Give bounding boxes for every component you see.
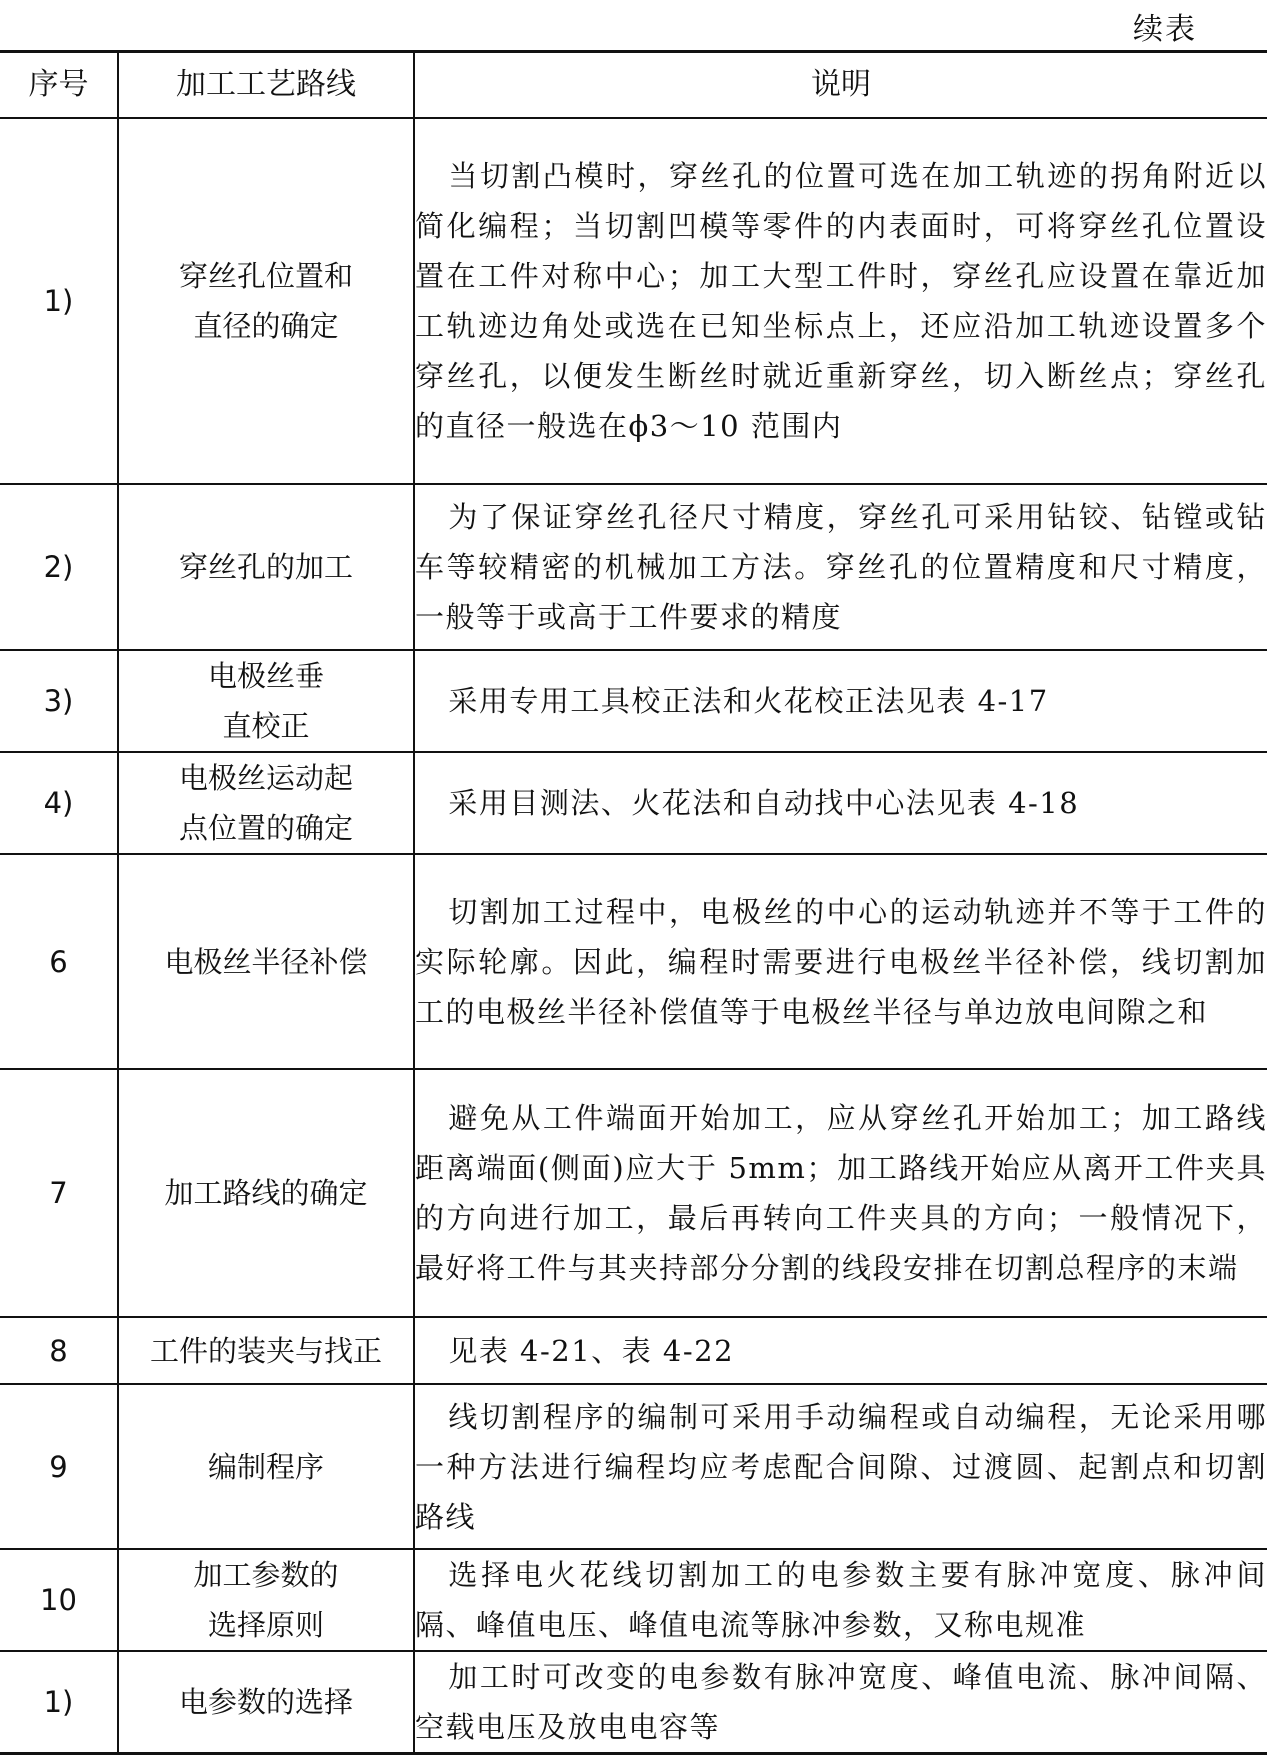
- row-route: 电极丝运动起 点位置的确定: [118, 752, 414, 854]
- column-header-description: 说明: [414, 52, 1267, 119]
- table-row: [0, 1069, 1267, 1317]
- row-description-text: 避免从工件端面开始加工，应从穿丝孔开始加工；加工路线距离端面(侧面)应大于 5mm；加工路线开始应从离开工件夹具的方向进行加工，最后再转向工件夹具的方向；一般情况下，最好将工件与其夹持部分分割的线段安排在切割总程序的末端: [415, 1101, 1267, 1285]
- table-row: [0, 1317, 1267, 1384]
- table-header-row: [0, 52, 1267, 119]
- row-description-text: 切割加工过程中，电极丝的中心的运动轨迹并不等于工件的实际轮廓。因此，编程时需要进行电极丝半径补偿，线切割加工的电极丝半径补偿值等于电极丝半径与单边放电间隙之和: [415, 894, 1267, 1029]
- table-row: [0, 650, 1267, 752]
- table-row: [0, 752, 1267, 854]
- table-row: [0, 1549, 1267, 1651]
- row-route: 加工路线的确定: [118, 1069, 414, 1317]
- row-description-text: 见表 4-21、表 4-22: [448, 1333, 735, 1368]
- table-row: [0, 484, 1267, 650]
- row-route: 穿丝孔位置和 直径的确定: [118, 118, 414, 484]
- row-description: [414, 1651, 1267, 1754]
- table-row: [0, 1384, 1267, 1549]
- row-description: [414, 650, 1267, 752]
- row-description-text: 当切割凸模时，穿丝孔的位置可选在加工轨迹的拐角附近以简化编程；当切割凹模等零件的内表面时，可将穿丝孔位置设置在工件对称中心；加工大型工件时，穿丝孔应设置在靠近加工轨迹边角处或选在已知坐标点上，还应沿加工轨迹设置多个穿丝孔，以便发生断丝时就近重新穿丝，切入断丝点；穿丝孔的直径一般选在ϕ3～10 范围内: [415, 159, 1267, 443]
- row-description-text: 线切割程序的编制可采用手动编程或自动编程，无论采用哪一种方法进行编程均应考虑配合间隙、过渡圆、起割点和切割路线: [415, 1399, 1267, 1534]
- row-description-text: 加工时可改变的电参数有脉冲宽度、峰值电流、脉冲间隔、空载电压及放电电容等: [415, 1660, 1267, 1744]
- row-route: 穿丝孔的加工: [118, 484, 414, 650]
- row-seq: 3): [0, 650, 118, 752]
- row-description: [414, 1384, 1267, 1549]
- row-route: 电极丝垂 直校正: [118, 650, 414, 752]
- row-seq: 1): [0, 1651, 118, 1754]
- continued-table-label: 续表: [1133, 12, 1197, 47]
- row-seq: 9: [0, 1384, 118, 1549]
- row-description: [414, 118, 1267, 484]
- process-route-table: [0, 50, 1267, 1755]
- column-header-route: 加工工艺路线: [118, 52, 414, 119]
- row-seq: 1): [0, 118, 118, 484]
- row-description-text: 采用专用工具校正法和火花校正法见表 4-17: [448, 684, 1049, 718]
- row-route: 编制程序: [118, 1384, 414, 1549]
- row-description: [414, 854, 1267, 1069]
- row-seq: 4): [0, 752, 118, 854]
- row-seq: 2): [0, 484, 118, 650]
- row-description: [414, 1317, 1267, 1384]
- table-row: [0, 1651, 1267, 1754]
- row-route: 电极丝半径补偿: [118, 854, 414, 1069]
- table-row: [0, 854, 1267, 1069]
- row-description: [414, 484, 1267, 650]
- table-row: [0, 118, 1267, 484]
- row-description: [414, 1549, 1267, 1651]
- row-description: [414, 752, 1267, 854]
- row-route: 电参数的选择: [118, 1651, 414, 1754]
- row-description-text: 为了保证穿丝孔径尺寸精度，穿丝孔可采用钻铰、钻镗或钻车等较精密的机械加工方法。穿丝孔的位置精度和尺寸精度，一般等于或高于工件要求的精度: [415, 500, 1267, 634]
- row-route: 加工参数的 选择原则: [118, 1549, 414, 1651]
- row-description-text: 采用目测法、火花法和自动找中心法见表 4-18: [448, 786, 1080, 820]
- row-description-text: 选择电火花线切割加工的电参数主要有脉冲宽度、脉冲间隔、峰值电压、峰值电流等脉冲参数，又称电规准: [415, 1558, 1267, 1642]
- row-seq: 8: [0, 1317, 118, 1384]
- row-description: [414, 1069, 1267, 1317]
- row-seq: 7: [0, 1069, 118, 1317]
- column-header-seq: 序号: [0, 52, 118, 119]
- row-seq: 6: [0, 854, 118, 1069]
- row-route: 工件的装夹与找正: [118, 1317, 414, 1384]
- row-seq: 10: [0, 1549, 118, 1651]
